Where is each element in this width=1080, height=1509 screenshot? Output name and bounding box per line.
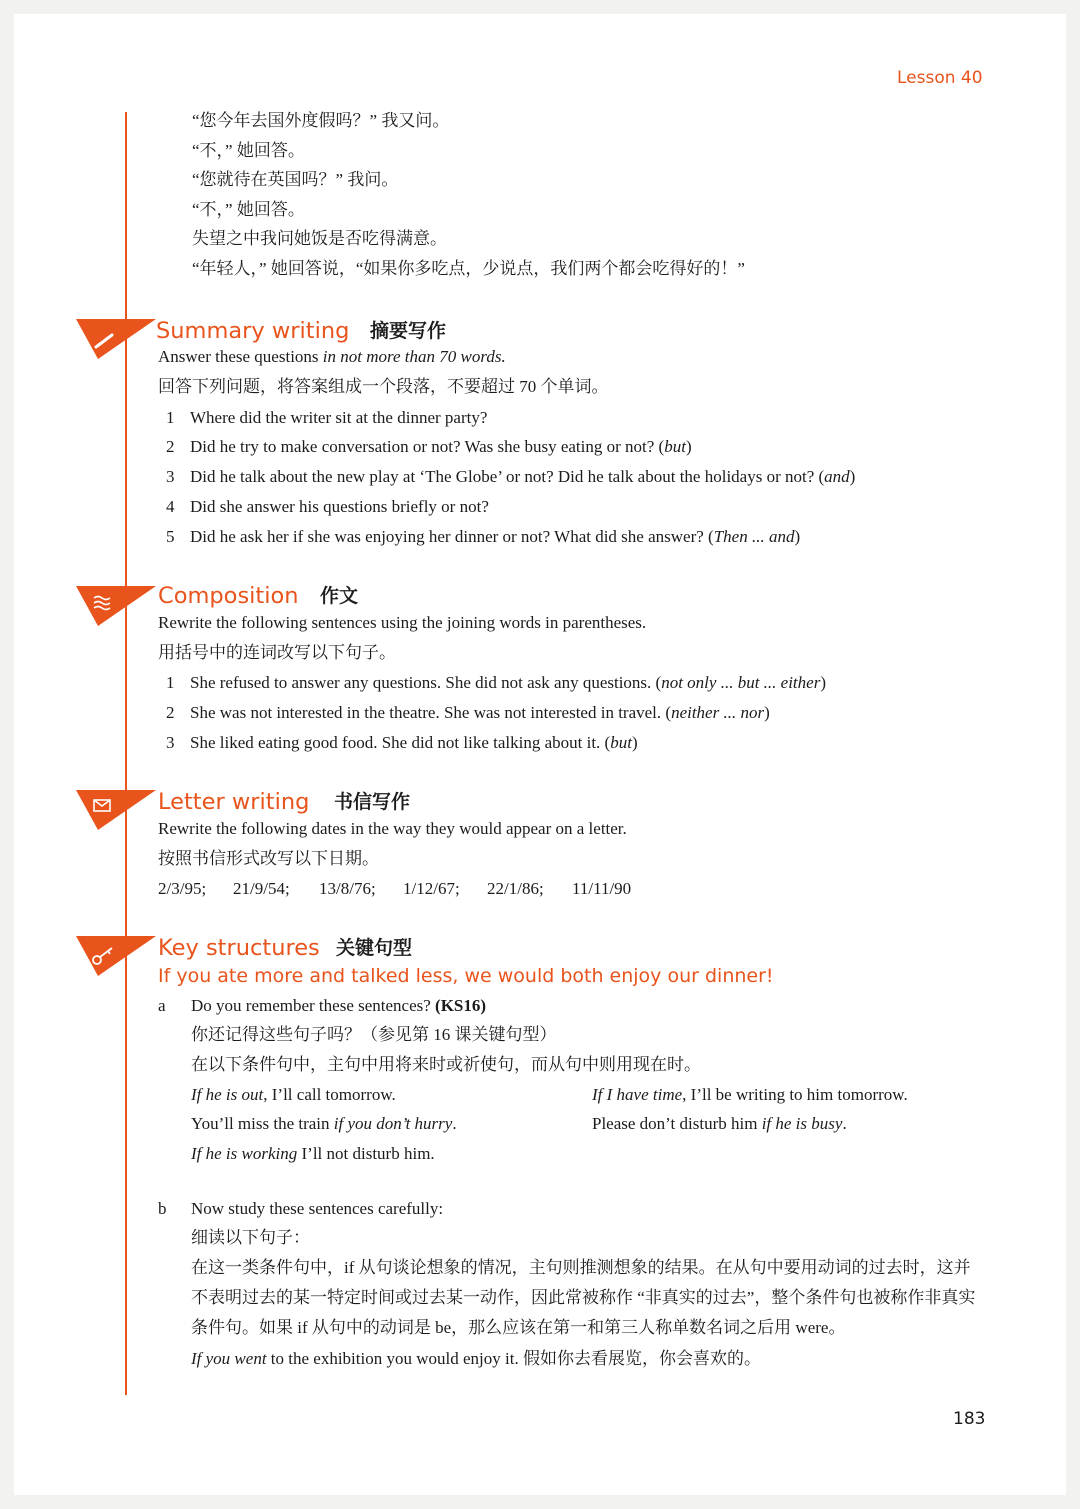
question-item: 4 Did she answer his questions briefly or not?	[166, 497, 489, 516]
example-sentence: If he is out, I’ll call tomorrow.	[191, 1085, 396, 1104]
example-sentence: You’ll miss the train if you don’t hurry.	[191, 1114, 457, 1133]
question-item: 5 Did he ask her if she was enjoying her dinner or not? What did she answer? (Then ... and)	[166, 527, 801, 546]
summary-instruction: Answer these questions in not more than 70 words.	[158, 347, 506, 366]
date-item: 11/11/90	[572, 879, 632, 898]
letter-heading-zh: 书信写作	[334, 791, 411, 813]
summary-heading-zh: 摘要写作	[370, 320, 447, 342]
key-heading-zh: 关键句型	[336, 937, 413, 959]
date-item: 1/12/67;	[403, 879, 460, 898]
question-item: 1 Where did the writer sit at the dinner party?	[166, 408, 488, 427]
composition-instruction-zh: 用括号中的连词改写以下句子。	[158, 643, 396, 662]
key-section-tab	[76, 936, 156, 988]
part-a-zh: 你还记得这些句子吗？（参见第 16 课关键句型）	[191, 1025, 557, 1044]
margin-rule	[125, 112, 127, 1395]
part-a-text: Do you remember these sentences? (KS16)	[191, 996, 487, 1015]
part-a-label: a	[158, 996, 166, 1015]
composition-heading: Composition	[158, 583, 299, 609]
part-b-zh: 细读以下句子：	[191, 1228, 310, 1247]
dialogue-line: “您今年去国外度假吗？” 我又问。	[192, 111, 450, 130]
dialogue-line: “不，” 她回答。	[192, 141, 305, 160]
summary-heading: Summary writing	[156, 318, 350, 344]
dialogue-line: “您就待在英国吗？” 我问。	[192, 170, 399, 189]
composition-section-tab	[76, 586, 156, 638]
summary-instruction-zh: 回答下列问题，将答案组成一个段落，不要超过 70 个单词。	[158, 377, 609, 396]
composition-instruction: Rewrite the following sentences using the joining words in parentheses.	[158, 613, 647, 632]
date-item: 21/9/54;	[233, 879, 290, 898]
dialogue-line: “年轻人，” 她回答说，“如果你多吃点，少说点，我们两个都会吃得好的！”	[192, 259, 745, 278]
composition-item: 2 She was not interested in the theatre. She was not interested in travel. (neither ... nor)	[166, 703, 770, 722]
part-a-zh: 在以下条件句中，主句中用将来时或祈使句，而从句中则用现在时。	[191, 1055, 701, 1074]
letter-instruction-zh: 按照书信形式改写以下日期。	[158, 849, 379, 868]
example-sentence: Please don’t disturb him if he is busy.	[592, 1114, 847, 1133]
dialogue-line: 失望之中我问她饭是否吃得满意。	[192, 229, 447, 248]
example-sentence: If you went to the exhibition you would enjoy it. 假如你去看展览，你会喜欢的。	[191, 1349, 761, 1368]
textbook-page	[14, 14, 1066, 1495]
letter-heading: Letter writing	[158, 789, 310, 815]
date-item: 13/8/76;	[319, 879, 376, 898]
composition-heading-zh: 作文	[320, 585, 359, 607]
part-b-paragraph: 在这一类条件句中，if 从句谈论想象的情况，主句则推测想象的结果。在从句中要用动词的过去时，这并不表明过去的某一特定时间或过去某一动作，因此常被称作 “非真实的过去”，整个条件句也被称作非真实条件句。如果 if 从句中的动词是 be，那么应该在第一和第三人称单数名词之后用 were。	[191, 1258, 976, 1337]
dialogue-line: “不，” 她回答。	[192, 200, 305, 219]
summary-section-tab	[76, 319, 156, 371]
date-item: 2/3/95;	[158, 879, 207, 898]
composition-item: 1 She refused to answer any questions. She did not ask any questions. (not only ... but ... either)	[166, 673, 826, 692]
date-item: 22/1/86;	[487, 879, 544, 898]
question-item: 3 Did he talk about the new play at ‘The Globe’ or not? Did he talk about the holidays or not? (and)	[166, 467, 856, 486]
page-number: 183	[953, 1409, 986, 1429]
composition-item: 3 She liked eating good food. She did not like talking about it. (but)	[166, 733, 638, 752]
letter-section-tab	[76, 790, 156, 842]
part-b-text: Now study these sentences carefully:	[191, 1199, 444, 1218]
letter-instruction: Rewrite the following dates in the way they would appear on a letter.	[158, 819, 627, 838]
question-item: 2 Did he try to make conversation or not? Was she busy eating or not? (but)	[166, 437, 692, 456]
lesson-label: Lesson 40	[897, 68, 983, 88]
part-b-label: b	[158, 1199, 167, 1218]
key-heading: Key structures	[158, 935, 320, 961]
example-sentence: If he is working I’ll not disturb him.	[191, 1144, 435, 1163]
key-subtitle: If you ate more and talked less, we would both enjoy our dinner!	[158, 965, 774, 987]
example-sentence: If I have time, I’ll be writing to him tomorrow.	[592, 1085, 908, 1104]
